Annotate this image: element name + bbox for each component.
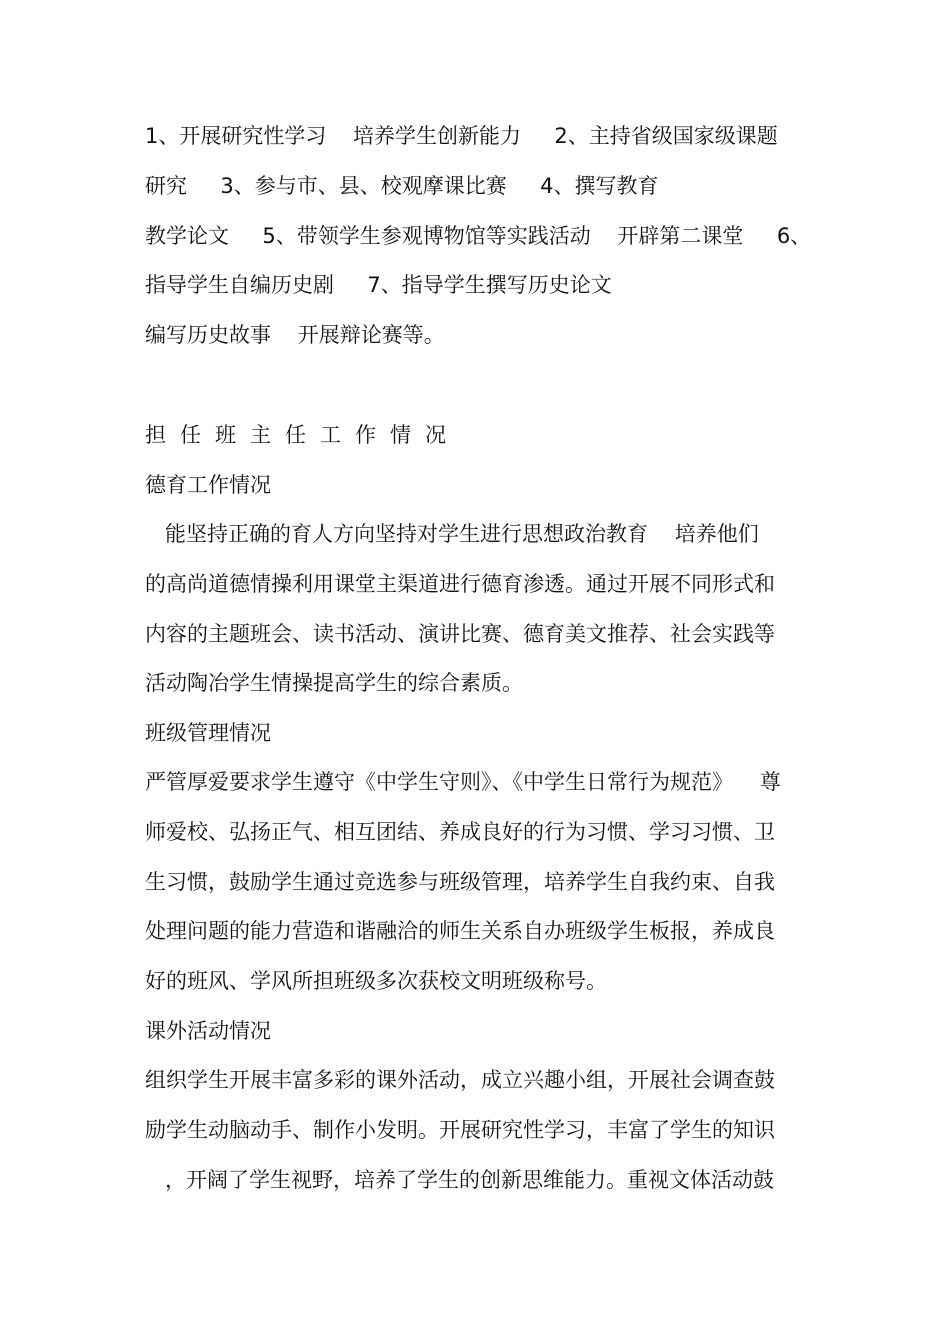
text-line: 指导学生自编历史剧 7、指导学生撰写历史论文 xyxy=(145,273,612,297)
text-line: 活动陶冶学生情操提高学生的综合素质。 xyxy=(145,671,523,695)
text-line: 教学论文 5、带领学生参观博物馆等实践活动 开辟第二课堂 6、 xyxy=(145,224,812,248)
text-line: 严管厚爱要求学生遵守《中学生守则》、《中学生日常行为规范》 尊 xyxy=(145,770,781,794)
text-line: 1、开展研究性学习 培养学生创新能力 2、主持省级国家级课题 xyxy=(145,124,778,148)
text-line: 编写历史故事 开展辩论赛等。 xyxy=(145,323,445,347)
text-line: 组织学生开展丰富多彩的课外活动，成立兴趣小组，开展社会调查鼓 xyxy=(145,1068,775,1092)
section-title: 担任班主任工作情况 xyxy=(145,423,460,447)
text-line: 师爱校、弘扬正气、相互团结、养成良好的行为习惯、学习习惯、卫 xyxy=(145,820,775,844)
text-line: ，开阔了学生视野，培养了学生的创新思维能力。重视文体活动鼓 xyxy=(145,1168,775,1192)
section-heading: 德育工作情况 xyxy=(145,473,271,497)
text-line: 能坚持正确的育人方向坚持对学生进行思想政治教育 培养他们 xyxy=(145,522,759,546)
text-line: 的高尚道德情操利用课堂主渠道进行德育渗透。通过开展不同形式和 xyxy=(145,572,775,596)
text-line: 好的班风、学风所担班级多次获校文明班级称号。 xyxy=(145,969,607,993)
section-heading: 课外活动情况 xyxy=(145,1019,271,1043)
section-heading: 班级管理情况 xyxy=(145,721,271,745)
text-line: 励学生动脑动手、制作小发明。开展研究性学习，丰富了学生的知识 xyxy=(145,1118,775,1142)
text-line: 生习惯，鼓励学生通过竞选参与班级管理，培养学生自我约束、自我 xyxy=(145,870,775,894)
text-line: 研究 3、参与市、县、校观摩课比赛 4、撰写教育 xyxy=(145,174,659,198)
text-line: 内容的主题班会、读书活动、演讲比赛、德育美文推荐、社会实践等 xyxy=(145,622,775,646)
text-line: 处理问题的能力营造和谐融洽的师生关系自办班级学生板报，养成良 xyxy=(145,919,775,943)
